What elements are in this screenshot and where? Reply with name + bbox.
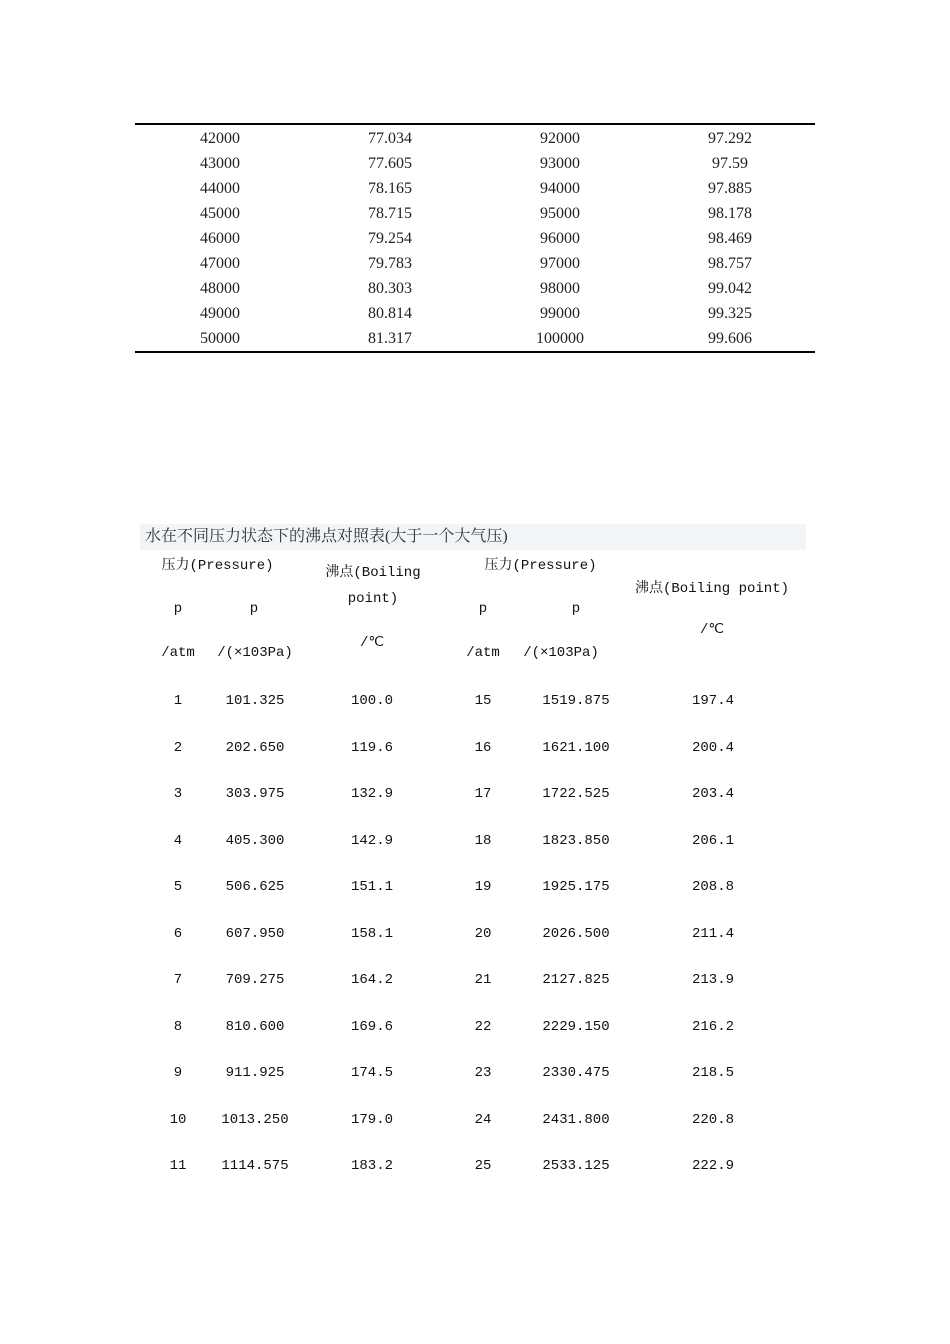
- table-cell: 100.0: [350, 693, 393, 709]
- table-cell: 1519.875: [542, 693, 610, 709]
- table-cell: 101.325: [225, 693, 285, 709]
- table-cell: 77.605: [368, 155, 412, 172]
- header-boiling-point-left: 沸点(Boiling point): [325, 565, 421, 607]
- table-cell: 50000: [200, 330, 240, 347]
- table-cell: 79.254: [368, 230, 412, 247]
- table-cell: 43000: [200, 155, 240, 172]
- table-cell: 79.783: [368, 255, 412, 272]
- table-cell: 8: [173, 1018, 183, 1035]
- table-row: [140, 874, 806, 921]
- table-cell: 3: [173, 786, 183, 802]
- table-row: [140, 1014, 806, 1061]
- table-cell: 202.650: [225, 739, 285, 756]
- table-cell: 2: [173, 739, 183, 756]
- table-cell: 48000: [200, 280, 240, 297]
- table-cell: 1013.250: [221, 1111, 289, 1128]
- table-cell: 179.0: [350, 1111, 393, 1128]
- table-cell: 98.757: [708, 255, 752, 272]
- table-cell: 142.9: [350, 832, 393, 849]
- table-row: [135, 226, 815, 251]
- table-cell: 7: [173, 972, 183, 988]
- table-cell: 911.925: [225, 1065, 285, 1081]
- table-cell: 216.2: [691, 1018, 734, 1035]
- header-pressure-left: 压力(Pressure): [161, 558, 274, 574]
- table-cell: 5: [173, 879, 183, 895]
- table-cell: 99000: [540, 305, 580, 322]
- table-cell: 211.4: [691, 925, 734, 942]
- table-cell: 303.975: [225, 786, 285, 802]
- table-cell: 47000: [200, 255, 240, 272]
- header-unit-celsius-left: /℃: [359, 635, 385, 651]
- table-cell: 810.600: [225, 1018, 285, 1035]
- header-pressure-right: 压力(Pressure): [484, 558, 597, 574]
- table-row: [140, 1153, 806, 1200]
- table-row: [135, 326, 815, 351]
- table-cell: 80.814: [368, 305, 412, 322]
- table-cell: 6: [173, 925, 183, 942]
- table-cell: 1823.850: [542, 832, 610, 849]
- table-row: [135, 251, 815, 276]
- table-cell: 709.275: [225, 972, 285, 988]
- table-cell: 92000: [540, 130, 580, 147]
- table-cell: 1114.575: [221, 1158, 289, 1174]
- table-cell: 98000: [540, 280, 580, 297]
- table-cell: 19: [474, 879, 492, 895]
- table-cell: 208.8: [691, 879, 734, 895]
- table-cell: 99.606: [708, 330, 752, 347]
- table-cell: 78.715: [368, 205, 412, 222]
- table-row: [135, 126, 815, 151]
- header-boiling-point-right: 沸点(Boiling point): [634, 581, 790, 597]
- table-row: [135, 201, 815, 226]
- header-unit-atm-right: /atm: [466, 645, 500, 661]
- table-cell: 21: [474, 972, 492, 988]
- table-cell: 174.5: [350, 1065, 393, 1081]
- table-cell: 4: [173, 832, 183, 849]
- table-cell: 11: [169, 1158, 187, 1174]
- table-cell: 93000: [540, 155, 580, 172]
- table-cell: 99.042: [708, 280, 752, 297]
- table-cell: 1722.525: [542, 786, 610, 802]
- table-cell: 9: [173, 1065, 183, 1081]
- table-cell: 1621.100: [542, 739, 610, 756]
- table-cell: 222.9: [691, 1158, 734, 1174]
- table-cell: 46000: [200, 230, 240, 247]
- table-cell: 197.4: [691, 693, 734, 709]
- table-row: [140, 1107, 806, 1154]
- table-cell: 25: [474, 1158, 492, 1174]
- table-cell: 206.1: [691, 832, 734, 849]
- table-cell: 164.2: [350, 972, 393, 988]
- table-cell: 94000: [540, 180, 580, 197]
- table-title: 水在不同压力状态下的沸点对照表(大于一个大气压): [140, 524, 806, 550]
- table-cell: 1: [173, 693, 183, 709]
- table-cell: 97.59: [712, 155, 748, 172]
- table-cell: 132.9: [350, 786, 393, 802]
- table-row: [140, 688, 806, 735]
- table-row: [140, 1060, 806, 1107]
- table-cell: 183.2: [350, 1158, 393, 1174]
- table-cell: 24: [474, 1111, 492, 1128]
- boiling-point-table-low-pressure: [135, 123, 815, 353]
- table-row: [140, 967, 806, 1014]
- table-cell: 15: [474, 693, 492, 709]
- table-cell: 95000: [540, 205, 580, 222]
- table-cell: 99.325: [708, 305, 752, 322]
- table-cell: 405.300: [225, 832, 285, 849]
- table-cell: 97.292: [708, 130, 752, 147]
- table-cell: 23: [474, 1065, 492, 1081]
- table-row: [135, 301, 815, 326]
- table-cell: 1925.175: [542, 879, 610, 895]
- table-cell: 96000: [540, 230, 580, 247]
- table-cell: 98.469: [708, 230, 752, 247]
- table-cell: 97.885: [708, 180, 752, 197]
- table-cell: 2330.475: [542, 1065, 610, 1081]
- table-cell: 42000: [200, 130, 240, 147]
- header-unit-celsius-right: /℃: [699, 622, 725, 638]
- table-row: [140, 735, 806, 782]
- table-cell: 81.317: [368, 330, 412, 347]
- header-unit-pa-left: /(×103Pa): [217, 645, 293, 661]
- table-cell: 607.950: [225, 925, 285, 942]
- table-cell: 18: [474, 832, 492, 849]
- table-cell: 10: [169, 1111, 187, 1128]
- table-cell: 16: [474, 739, 492, 756]
- table-cell: 97000: [540, 255, 580, 272]
- table-cell: 2533.125: [542, 1158, 610, 1174]
- header-p-atm-left: p: [173, 601, 183, 617]
- table-row: [135, 176, 815, 201]
- table-row: [140, 781, 806, 828]
- header-p-atm-right: p: [478, 601, 488, 617]
- table-cell: 2026.500: [542, 925, 610, 942]
- table-cell: 49000: [200, 305, 240, 322]
- table-cell: 17: [474, 786, 492, 802]
- header-unit-pa-right: /(×103Pa): [523, 645, 599, 661]
- table-cell: 2127.825: [542, 972, 610, 988]
- table-cell: 158.1: [350, 925, 393, 942]
- table-cell: 100000: [536, 330, 584, 347]
- table-cell: 169.6: [350, 1018, 393, 1035]
- table-cell: 218.5: [691, 1065, 734, 1081]
- table-cell: 80.303: [368, 280, 412, 297]
- table-cell: 20: [474, 925, 492, 942]
- table-row: [135, 276, 815, 301]
- header-p-pa-right: p: [571, 601, 581, 617]
- table-row: [135, 151, 815, 176]
- table-cell: 200.4: [691, 739, 734, 756]
- table-cell: 77.034: [368, 130, 412, 147]
- boiling-point-table-high-pressure: [140, 688, 806, 1200]
- table-cell: 44000: [200, 180, 240, 197]
- table-cell: 220.8: [691, 1111, 734, 1128]
- header-p-pa-left: p: [249, 601, 259, 617]
- table-cell: 2229.150: [542, 1018, 610, 1035]
- table-cell: 506.625: [225, 879, 285, 895]
- table-cell: 2431.800: [542, 1111, 610, 1128]
- table-cell: 213.9: [691, 972, 734, 988]
- table-cell: 203.4: [691, 786, 734, 802]
- table-row: [140, 828, 806, 875]
- table-cell: 45000: [200, 205, 240, 222]
- table-cell: 151.1: [350, 879, 393, 895]
- table-cell: 119.6: [350, 739, 393, 756]
- table-cell: 98.178: [708, 205, 752, 222]
- table-row: [140, 921, 806, 968]
- table-cell: 78.165: [368, 180, 412, 197]
- table-cell: 22: [474, 1018, 492, 1035]
- header-unit-atm-left: /atm: [161, 645, 195, 661]
